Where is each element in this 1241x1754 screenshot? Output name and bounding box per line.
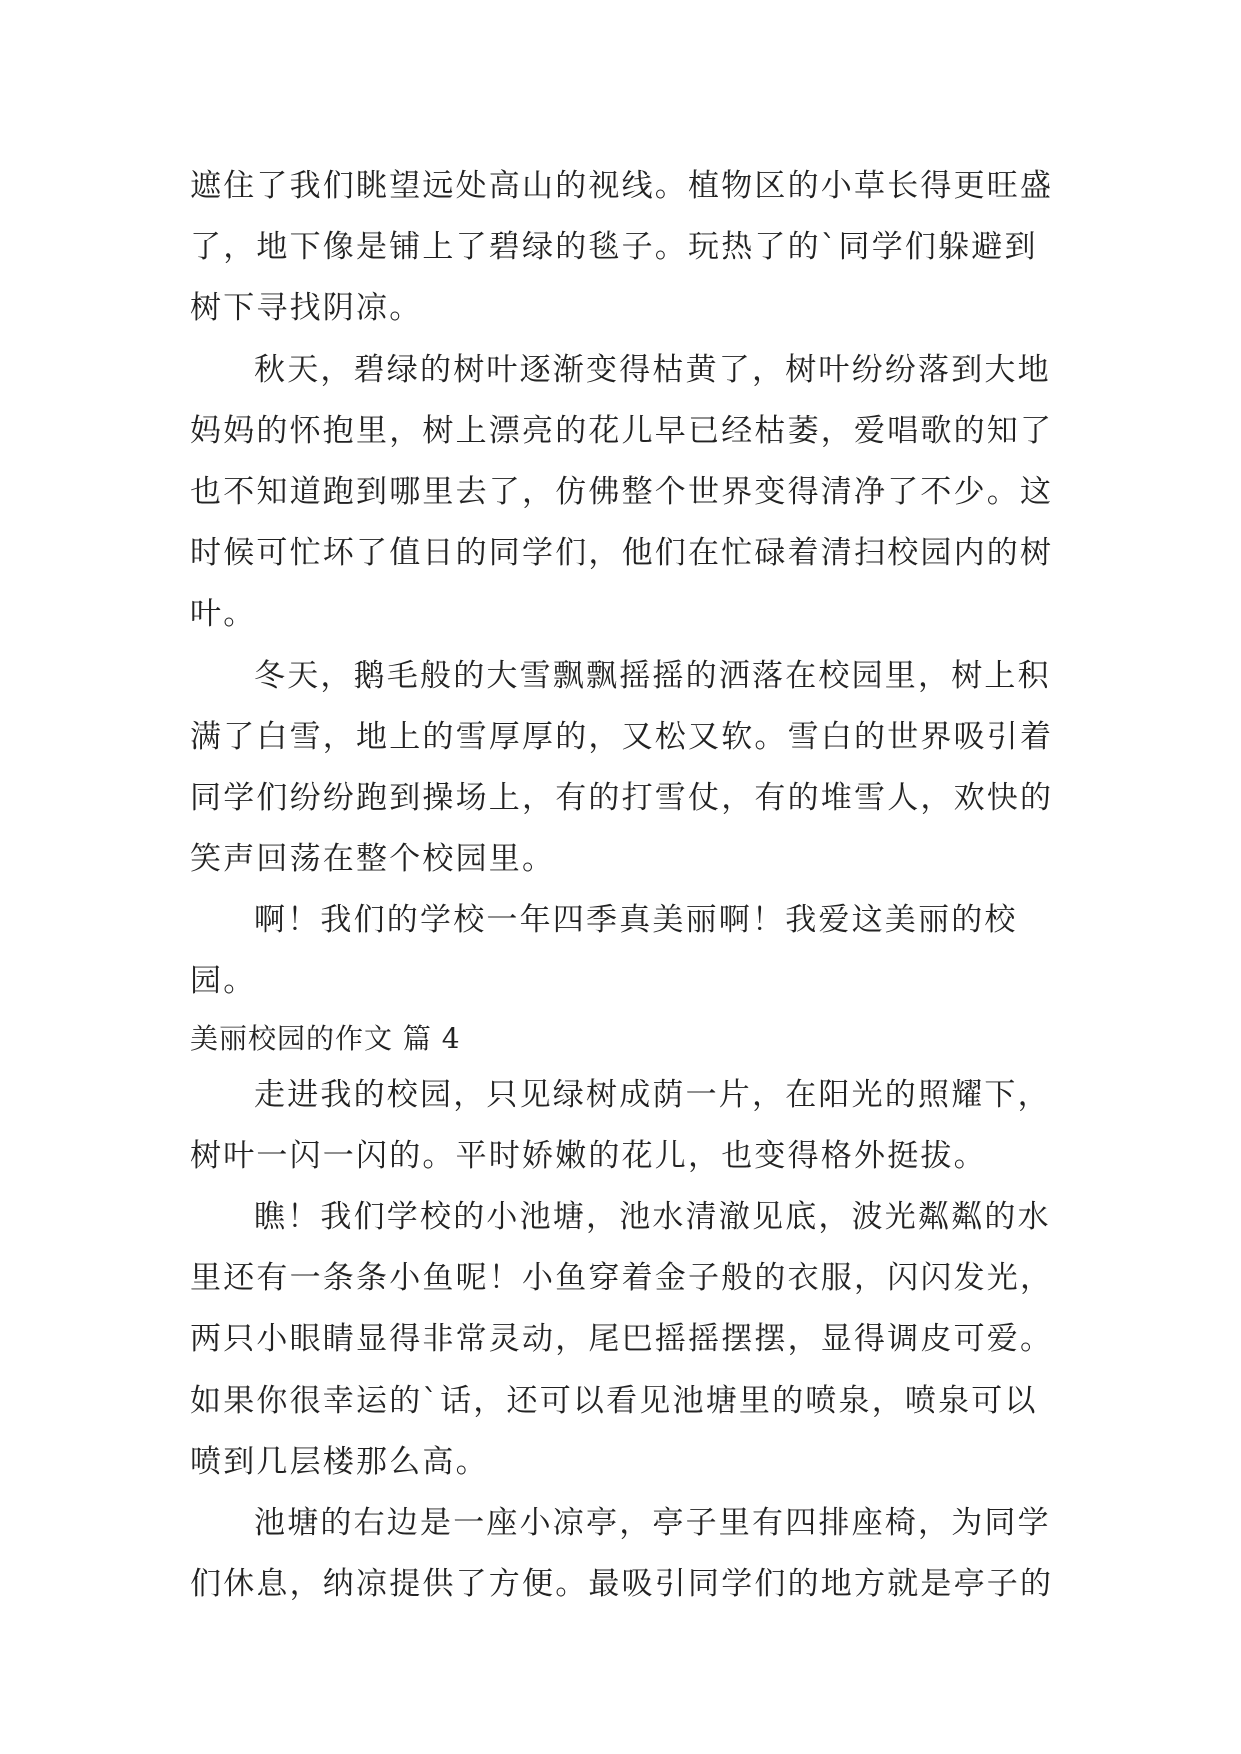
paragraph-start-line: 啊！我们的学校一年四季真美丽啊！我爱这美丽的校 [254,902,1018,939]
text-line: 喷到几层楼那么高。 [190,1443,489,1480]
text-line: 叶。 [190,596,257,633]
text-line: 们休息，纳凉提供了方便。最吸引同学们的地方就是亭子的 [190,1566,1054,1603]
paragraph-start-line: 秋天，碧绿的树叶逐渐变得枯黄了，树叶纷纷落到大地 [254,351,1051,388]
paragraph-start-line: 走进我的校园，只见绿树成荫一片，在阳光的照耀下， [254,1076,1051,1113]
text-line: 树下寻找阴凉。 [190,290,423,327]
text-line: 妈妈的怀抱里，树上漂亮的花儿早已经枯萎，爱唱歌的知了 [190,412,1054,449]
text-line: 同学们纷纷跑到操场上，有的打雪仗，有的堆雪人，欢快的 [190,779,1054,816]
text-line: 如果你很幸运的`话，还可以看见池塘里的喷泉，喷泉可以 [190,1382,1038,1419]
text-line: 遮住了我们眺望远处高山的视线。植物区的小草长得更旺盛 [190,168,1054,204]
text-line: 里还有一条条小鱼呢！小鱼穿着金子般的衣服，闪闪发光， [190,1260,1054,1297]
text-line: 两只小眼睛显得非常灵动，尾巴摇摇摆摆，显得调皮可爱。 [190,1321,1054,1358]
paragraph-start-line: 池塘的右边是一座小凉亭，亭子里有四排座椅，为同学 [254,1504,1051,1541]
text-line: 了，地下像是铺上了碧绿的毯子。玩热了的`同学们躲避到 [190,229,1038,266]
paragraph-start-line: 冬天，鹅毛般的大雪飘飘摇摇的洒落在校园里，树上积 [254,657,1051,694]
text-line: 笑声回荡在整个校园里。 [190,841,556,878]
text-line: 时候可忙坏了值日的同学们，他们在忙碌着清扫校园内的树 [190,535,1054,572]
text-line: 满了白雪，地上的雪厚厚的，又松又软。雪白的世界吸引着 [190,718,1054,755]
section-heading: 美丽校园的作文 篇 4 [190,1021,461,1055]
document-body [190,156,1070,1615]
text-line: 也不知道跑到哪里去了，仿佛整个世界变得清净了不少。这 [190,473,1054,510]
text-line: 树叶一闪一闪的。平时娇嫩的花儿，也变得格外挺拔。 [190,1137,987,1174]
paragraph-start-line: 瞧！我们学校的小池塘，池水清澈见底，波光粼粼的水 [254,1199,1051,1235]
text-line: 园。 [190,963,257,1000]
